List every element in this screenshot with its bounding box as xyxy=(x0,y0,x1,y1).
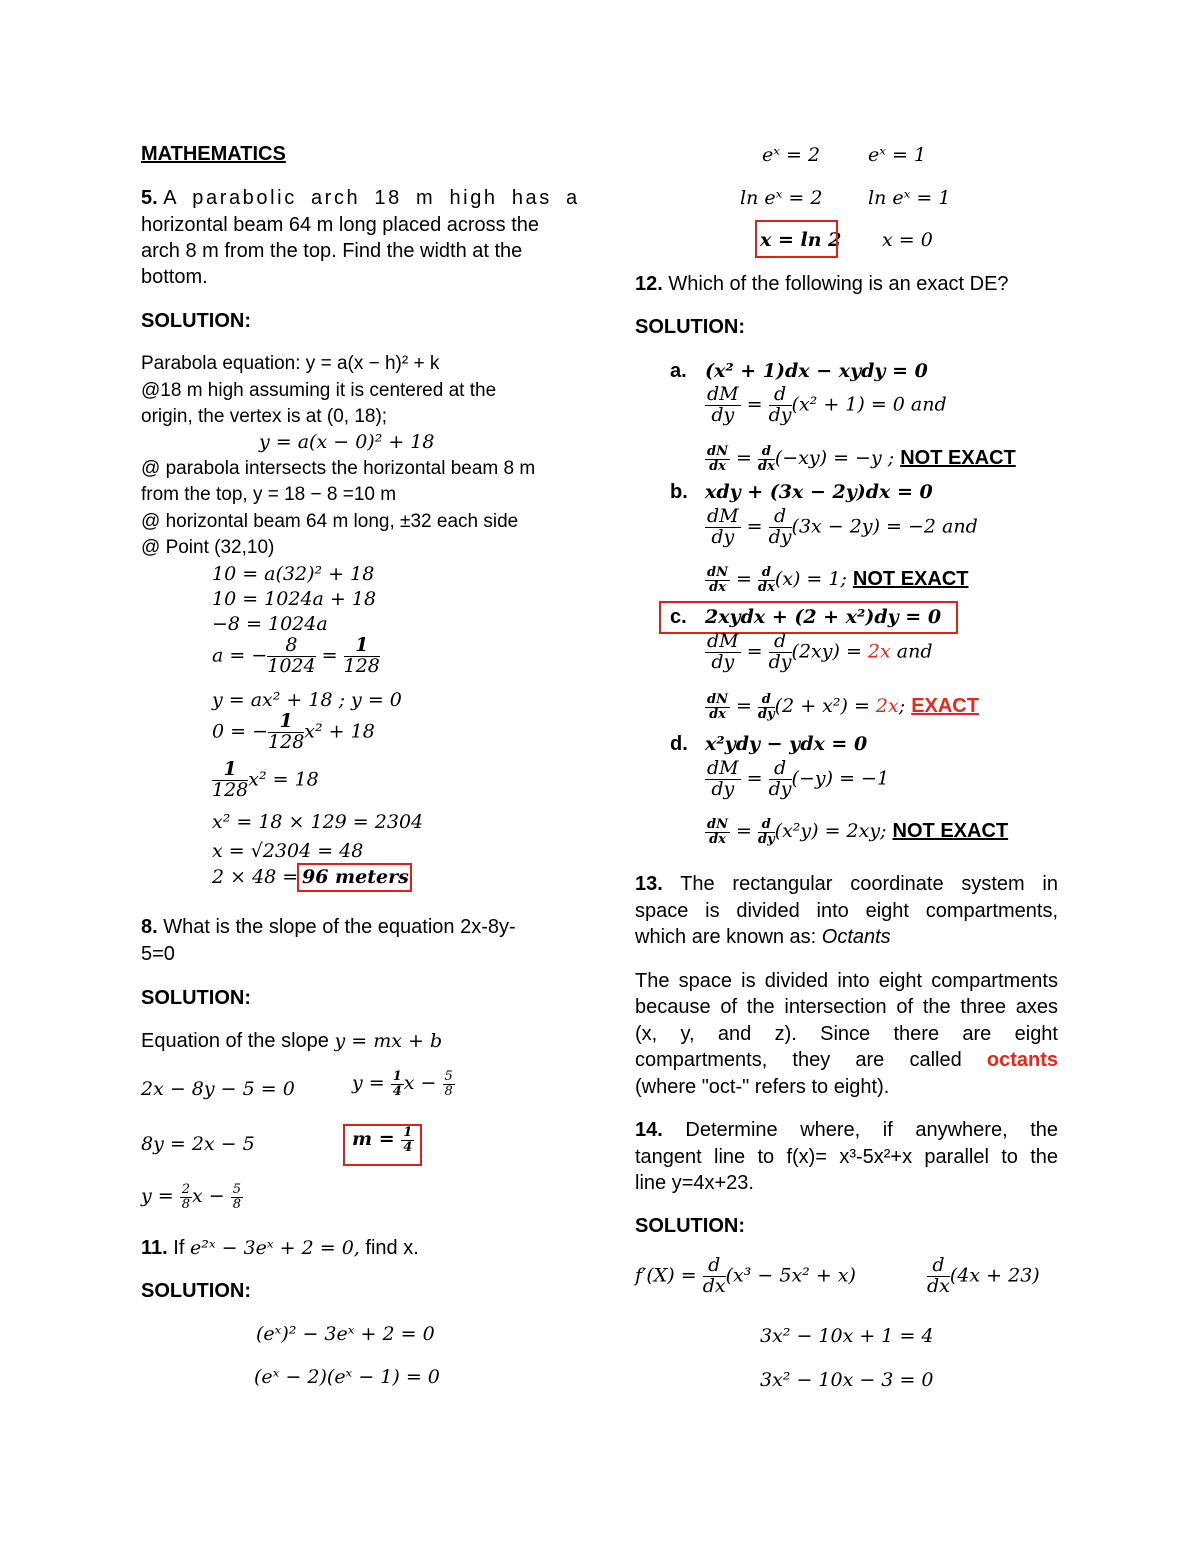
s5-expr: 0 = − xyxy=(212,720,269,743)
page-heading: MATHEMATICS xyxy=(141,143,286,165)
s8-expr: y = xyxy=(141,1185,174,1208)
q12-text: Which of the following is an exact DE? xyxy=(668,273,1009,295)
s14-derivative-rhs xyxy=(927,1256,1040,1297)
s8-den: 8 xyxy=(232,1196,242,1212)
eq-sign: = xyxy=(736,568,752,591)
q5-line2: horizontal beam 64 m long placed across the xyxy=(141,214,540,236)
result-not-exact: NOT EXACT xyxy=(852,568,969,591)
eq-sign: = xyxy=(736,820,752,843)
q5-line4: bottom. xyxy=(141,266,208,288)
q12-line xyxy=(635,271,1009,297)
s5-line: 2 × 48 = xyxy=(212,866,299,888)
expr: (−y) = −1 xyxy=(791,767,890,790)
s8-eq3: 8y = 2x − 5 xyxy=(141,1133,255,1155)
q13-text: which are known as: xyxy=(635,926,817,948)
s5-den: 1024 xyxy=(267,654,316,677)
s5-expr: = xyxy=(321,644,338,667)
frac-den: dy xyxy=(768,525,792,548)
s11-answer: x = ln 2 xyxy=(760,229,842,251)
frac-den: dx xyxy=(709,458,726,474)
option-a-dn xyxy=(705,445,1016,473)
frac-den: dy xyxy=(768,403,792,426)
s8-num: 5 xyxy=(444,1069,453,1084)
s13-line: (where "oct-" refers to eight). xyxy=(635,1076,890,1098)
frac-num: d xyxy=(769,507,792,528)
option-d-label: d. xyxy=(670,733,688,755)
frac-num: d xyxy=(703,1256,726,1277)
s14-line: 3x² − 10x + 1 = 4 xyxy=(760,1325,934,1347)
expr-red: 2x xyxy=(875,695,899,718)
s8-intro-text: Equation of the slope xyxy=(141,1030,329,1052)
q11-solution-label: SOLUTION: xyxy=(141,1280,251,1302)
s5-line: x² = 18 × 129 = 2304 xyxy=(212,811,424,833)
frac-num: d xyxy=(769,385,792,406)
frac-num: dM xyxy=(707,383,739,405)
answer-highlight-box xyxy=(755,220,838,258)
frac-num: d xyxy=(769,759,792,780)
q14-number: 14. xyxy=(635,1119,663,1141)
frac-num: d xyxy=(769,632,792,653)
q13-line1 xyxy=(635,871,1058,897)
s14-line: 3x² − 10x − 3 = 0 xyxy=(760,1369,934,1391)
q13-number: 13. xyxy=(635,873,663,895)
s5-frac-line xyxy=(212,636,380,677)
frac-num: dN xyxy=(707,817,728,832)
s5-frac-line xyxy=(212,712,375,753)
s8-intro-eq: y = mx + b xyxy=(334,1030,443,1052)
s8-eq4 xyxy=(141,1183,243,1211)
result-exact: EXACT xyxy=(911,695,979,718)
q8-line1 xyxy=(141,914,516,940)
s5-line: @ Point (32,10) xyxy=(141,537,275,558)
frac-num: d xyxy=(927,1256,950,1277)
frac-den: dy xyxy=(768,777,792,800)
expr: (x² + 1) = 0 and xyxy=(791,393,947,416)
s8-eq2 xyxy=(352,1070,455,1098)
frac-den: dy xyxy=(711,525,735,548)
frac-num: dN xyxy=(707,565,728,580)
frac-den: dx xyxy=(709,579,726,595)
option-d-eq: x²ydy − ydx = 0 xyxy=(705,733,868,755)
frac-num: dN xyxy=(707,692,728,707)
frac-den: dy xyxy=(711,777,735,800)
option-c-dn xyxy=(705,693,979,721)
q5-number: 5. xyxy=(141,187,158,209)
s8-ans-num: 1 xyxy=(403,1125,413,1140)
expr: (−xy) = −y ; xyxy=(774,447,895,470)
s8-num: 5 xyxy=(232,1182,242,1197)
q13-line3 xyxy=(635,924,891,950)
frac-num: d xyxy=(758,818,775,833)
s5-line: 10 = a(32)² + 18 xyxy=(212,563,375,585)
s5-den: 128 xyxy=(268,730,305,753)
expr: (x²y) = 2xy; xyxy=(774,820,887,843)
q8-line2: 5=0 xyxy=(141,943,175,965)
s8-num: 1 xyxy=(392,1069,402,1084)
s11-cont: eˣ = 2 xyxy=(762,144,821,166)
q14-solution-label: SOLUTION: xyxy=(635,1215,745,1237)
frac-num: dM xyxy=(707,505,739,527)
frac-den: dx xyxy=(702,1274,726,1297)
s5-expr: a = − xyxy=(212,644,268,667)
eq-sign: = xyxy=(736,695,752,718)
s5-line: from the top, y = 18 − 8 =10 m xyxy=(141,484,397,505)
s13-text: compartments, they are called xyxy=(635,1049,962,1071)
s5-num: 1 xyxy=(212,760,248,781)
option-c-eq: 2xydx + (2 + x²)dy = 0 xyxy=(705,606,942,628)
q11-eq: e²ˣ − 3eˣ + 2 = 0, xyxy=(189,1237,360,1259)
result-not-exact: NOT EXACT xyxy=(900,447,1016,470)
expr: (2 + x²) = xyxy=(774,695,870,718)
s5-line: @18 m high assuming it is centered at the xyxy=(141,380,497,401)
s13-line xyxy=(635,1047,1058,1073)
s14-expr: f′(X) = xyxy=(635,1264,697,1287)
q5-line3: arch 8 m from the top. Find the width at the xyxy=(141,240,523,262)
frac-den: dy xyxy=(711,403,735,426)
frac-den: dx xyxy=(758,579,775,595)
option-b-dm xyxy=(705,507,978,548)
expr-red: 2x xyxy=(867,640,891,663)
q11-number: 11. xyxy=(141,1237,168,1259)
s5-answer: 96 meters xyxy=(302,866,409,888)
option-b-label: b. xyxy=(670,481,688,503)
frac-den: dx xyxy=(927,1274,950,1297)
s8-den: 8 xyxy=(181,1196,191,1212)
s5-num: 1 xyxy=(268,712,304,733)
frac-num: d xyxy=(758,693,775,708)
s14-derivative xyxy=(635,1256,856,1297)
q12-number: 12. xyxy=(635,273,663,295)
s8-eq1: 2x − 8y − 5 = 0 xyxy=(141,1078,295,1100)
s11-line2: (eˣ − 2)(eˣ − 1) = 0 xyxy=(254,1366,440,1388)
s5-line: x = √2304 = 48 xyxy=(212,840,364,862)
s8-expr: y = xyxy=(352,1072,385,1095)
q11-post: find x. xyxy=(365,1237,419,1259)
eq-sign: = xyxy=(746,767,763,790)
frac-num: d xyxy=(758,566,775,581)
frac-den: dy xyxy=(768,650,792,673)
s5-den: 128 xyxy=(212,778,249,801)
q13-answer: Octants xyxy=(821,926,891,948)
s8-expr: x − xyxy=(403,1072,437,1095)
s13-line: because of the intersection of the three axes xyxy=(635,996,1058,1018)
answer-highlight-box xyxy=(297,863,412,892)
s5-line: @ horizontal beam 64 m long, ±32 each side xyxy=(141,511,519,532)
q11-pre: If xyxy=(173,1237,185,1259)
q14-line3: line y=4x+23. xyxy=(635,1172,754,1194)
q13-line2: space is divided into eight compartments, xyxy=(635,900,1058,922)
option-d-dn xyxy=(705,818,1008,846)
s8-ans-expr: m = xyxy=(352,1128,395,1151)
eq-sign: = xyxy=(746,393,763,416)
q5-text: A parabolic arch 18 m high has a xyxy=(163,187,580,209)
frac-den: dy xyxy=(711,650,735,673)
q8-solution-label: SOLUTION: xyxy=(141,987,251,1009)
s5-num: 1 xyxy=(344,636,380,657)
frac-den: dy xyxy=(758,706,775,722)
answer-highlight-box xyxy=(343,1124,422,1166)
s11-line1: (eˣ)² − 3eˣ + 2 = 0 xyxy=(256,1323,435,1345)
s5-expr: x² = 18 xyxy=(248,768,319,791)
frac-num: dN xyxy=(707,444,728,459)
q14-line2: tangent line to f(x)= x³-5x²+x parallel to the xyxy=(635,1146,1058,1168)
option-c-dm xyxy=(705,632,933,673)
s5-num: 8 xyxy=(267,636,315,657)
q14-text: Determine where, if anywhere, the xyxy=(685,1119,1059,1141)
q13-text: The rectangular coordinate system in xyxy=(680,873,1058,895)
frac-den: dx xyxy=(709,831,726,847)
result-not-exact: NOT EXACT xyxy=(892,820,1009,843)
frac-den: dx xyxy=(758,458,775,474)
option-c-label: c. xyxy=(670,606,687,628)
q14-line1 xyxy=(635,1117,1058,1143)
q12-solution-label: SOLUTION: xyxy=(635,316,745,338)
s5-line: y = a(x − 0)² + 18 xyxy=(259,431,435,453)
eq-sign: = xyxy=(746,515,763,538)
s5-line: 10 = 1024a + 18 xyxy=(212,588,377,610)
q8-text: What is the slope of the equation 2x-8y- xyxy=(163,916,516,938)
expr: ; xyxy=(898,695,906,718)
s5-line: @ parabola intersects the horizontal beam 8 m xyxy=(141,458,536,479)
s8-num: 2 xyxy=(181,1182,191,1197)
option-b-dn xyxy=(705,566,968,594)
frac-den: dy xyxy=(758,831,775,847)
expr: and xyxy=(896,640,933,663)
frac-num: dM xyxy=(707,630,739,652)
frac-num: dM xyxy=(707,757,739,779)
s8-ans-den: 4 xyxy=(403,1139,413,1155)
s11-cont: x = 0 xyxy=(882,229,933,251)
option-a-eq: (x² + 1)dx − xydy = 0 xyxy=(705,360,928,382)
s14-expr: (x³ − 5x² + x) xyxy=(725,1264,856,1287)
s5-expr: x² + 18 xyxy=(304,720,375,743)
s11-cont: eˣ = 1 xyxy=(868,144,927,166)
s5-frac-line xyxy=(212,760,319,801)
s13-line: The space is divided into eight compartments xyxy=(635,970,1058,992)
option-a-dm xyxy=(705,385,947,426)
q11-line xyxy=(141,1235,419,1261)
s8-intro xyxy=(141,1028,442,1054)
s5-line: −8 = 1024a xyxy=(212,613,328,635)
q5-line1 xyxy=(141,185,580,211)
s14-expr: (4x + 23) xyxy=(949,1264,1040,1287)
s5-line: origin, the vertex is at (0, 18); xyxy=(141,406,388,427)
answer-highlight-box xyxy=(659,601,958,634)
frac-num: d xyxy=(758,445,775,460)
option-b-eq: xdy + (3x − 2y)dx = 0 xyxy=(705,481,933,503)
option-d-dm xyxy=(705,759,889,800)
expr: (2xy) = xyxy=(791,640,862,663)
frac-den: dx xyxy=(709,706,726,722)
s8-den: 8 xyxy=(444,1083,453,1099)
s13-line: (x, y, and z). Since there are eight xyxy=(635,1023,1058,1045)
s5-line: Parabola equation: y = a(x − h)² + k xyxy=(141,353,440,374)
s5-line: y = ax² + 18 ; y = 0 xyxy=(212,689,402,711)
expr: (3x − 2y) = −2 and xyxy=(791,515,978,538)
s8-den: 4 xyxy=(392,1083,402,1099)
s11-cont: ln eˣ = 1 xyxy=(868,187,951,209)
option-a-label: a. xyxy=(670,360,687,382)
s11-cont: ln eˣ = 2 xyxy=(740,187,823,209)
expr: (x) = 1; xyxy=(774,568,847,591)
s13-highlight: octants xyxy=(986,1049,1059,1071)
q5-solution-label: SOLUTION: xyxy=(141,310,251,332)
s8-expr: x − xyxy=(192,1185,225,1208)
eq-sign: = xyxy=(736,447,752,470)
eq-sign: = xyxy=(746,640,763,663)
s5-den: 128 xyxy=(343,654,380,677)
q8-number: 8. xyxy=(141,916,158,938)
